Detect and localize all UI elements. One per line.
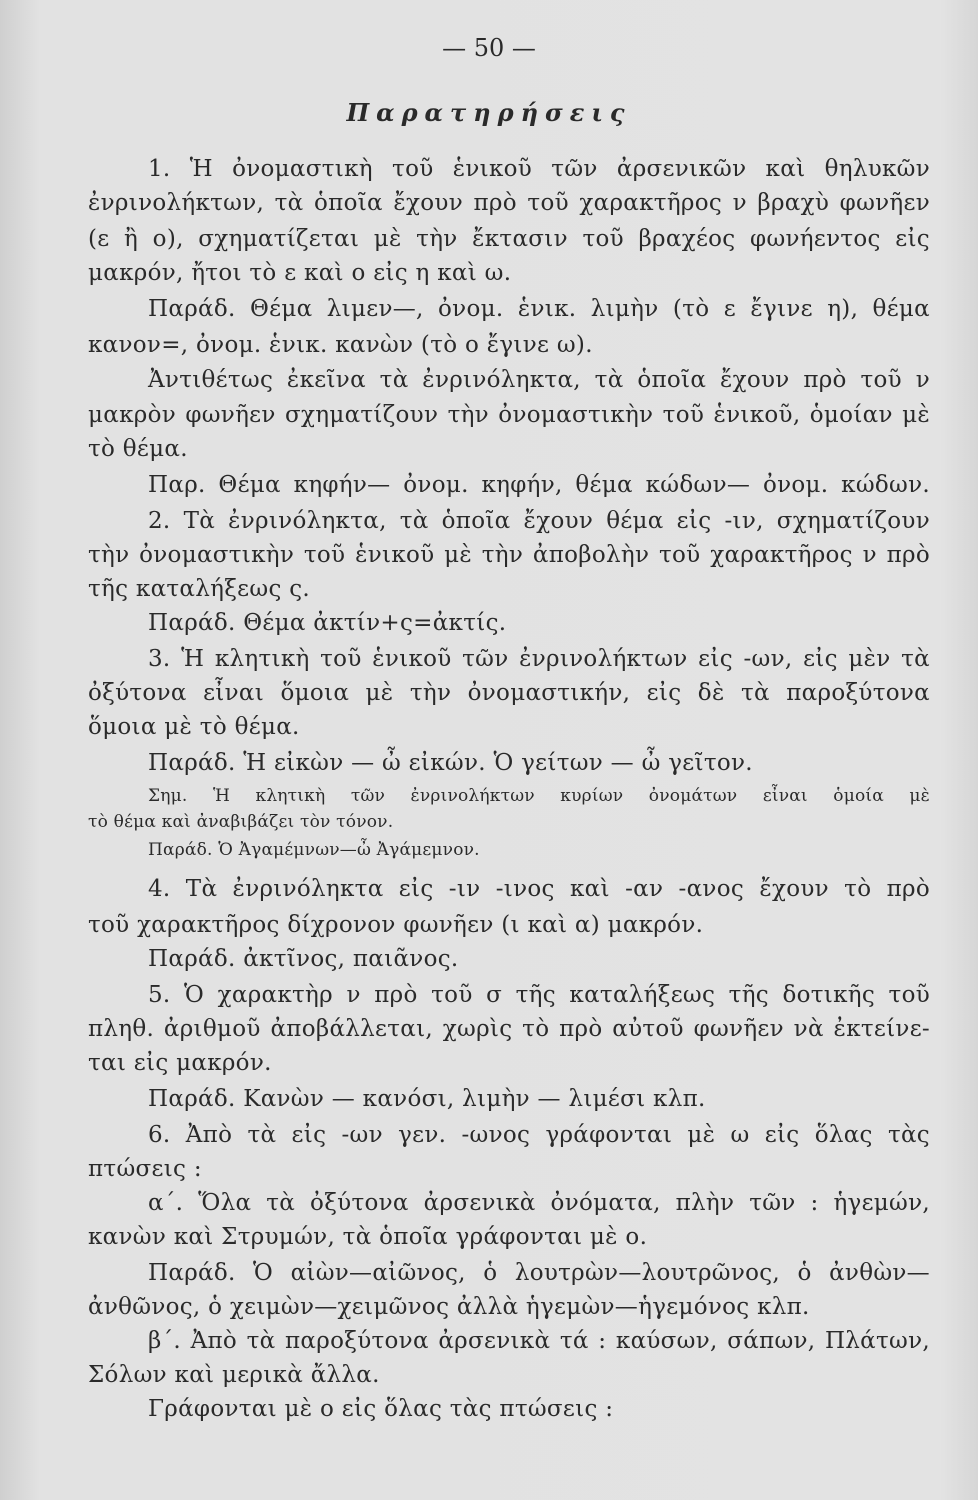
- text-line: ὀξύτονα εἶναι ὅμοια μὲ τὴν ὀνομαστικήν, εἰς δὲ τὰ παροξύτονα: [88, 680, 930, 706]
- text-line: Παράδ. Κανὼν — κανόσι, λιμὴν — λιμέσι κλπ.: [148, 1086, 706, 1112]
- text-line: ἀνθῶνος, ὁ χειμὼν—χειμῶνος ἀλλὰ ἡγεμὼν—ἡγεμόνος κλπ.: [88, 1294, 810, 1320]
- text-line: τοῦ χαρακτῆρος δίχρονον φωνῆεν (ι καὶ α) μακρόν.: [88, 912, 704, 938]
- note-line: Παράδ. Ὁ Ἀγαμέμνων—ὦ Ἀγάμεμνον.: [148, 840, 480, 860]
- text-line: ται εἰς μακρόν.: [88, 1050, 272, 1076]
- text-line: 2. Τὰ ἐνρινόληκτα, τὰ ὁποῖα ἔχουν θέμα εἰς -ιν, σχηματίζουν: [148, 508, 930, 534]
- text-line: Ἀντιθέτως ἐκεῖνα τὰ ἐνρινόληκτα, τὰ ὁποῖα ἔχουν πρὸ τοῦ ν: [148, 367, 930, 393]
- text-line: ἐνρινολήκτων, τὰ ὁποῖα ἔχουν πρὸ τοῦ χαρακτῆρος ν βραχὺ φωνῆεν: [88, 190, 930, 216]
- text-line: Παρ. Θέμα κηφήν— ὀνομ. κηφήν, θέμα κώδων— ὀνομ. κώδων.: [148, 472, 930, 498]
- text-line: πτώσεις :: [88, 1156, 202, 1182]
- text-line: Παράδ. ἀκτῖνος, παιᾶνος.: [148, 946, 459, 972]
- text-line: μακρόν, ἤτοι τὸ ε καὶ ο εἰς η καὶ ω.: [88, 260, 512, 286]
- note-line: τὸ θέμα καὶ ἀναβιβάζει τὸν τόνον.: [88, 812, 394, 832]
- text-line: 6. Ἀπὸ τὰ εἰς -ων γεν. -ωνος γράφονται μὲ ω εἰς ὅλας τὰς: [148, 1122, 930, 1148]
- text-line: ὅμοια μὲ τὸ θέμα.: [88, 714, 300, 740]
- text-line: τὴν ὀνομαστικὴν τοῦ ἑνικοῦ μὲ τὴν ἀποβολὴν τοῦ χαρακτῆρος ν πρὸ: [88, 542, 930, 568]
- text-line: Παράδ. Ὁ αἰὼν—αἰῶνος, ὁ λουτρὼν—λουτρῶνος, ὁ ἀνθὼν—: [148, 1260, 930, 1286]
- text-line: Γράφονται μὲ ο εἰς ὅλας τὰς πτώσεις :: [148, 1396, 614, 1422]
- text-line: (ε ἢ ο), σχηματίζεται μὲ τὴν ἔκτασιν τοῦ βραχέος φωνήεντος εἰς: [88, 226, 930, 252]
- text-line: πληθ. ἀριθμοῦ ἀποβάλλεται, χωρὶς τὸ πρὸ αὐτοῦ φωνῆεν νὰ ἐκτείνε-: [88, 1016, 930, 1042]
- page-number: — 50 —: [442, 34, 536, 62]
- text-line: Παράδ. Θέμα λιμεν—, ὀνομ. ἑνικ. λιμὴν (τὸ ε ἔγινε η), θέμα: [148, 296, 930, 322]
- text-line: 4. Τὰ ἐνρινόληκτα εἰς -ιν -ινος καὶ -αν -ανος ἔχουν τὸ πρὸ: [148, 876, 930, 902]
- text-line: Σόλων καὶ μερικὰ ἄλλα.: [88, 1362, 380, 1388]
- text-line: μακρὸν φωνῆεν σχηματίζουν τὴν ὀνομαστικὴν τοῦ ἑνικοῦ, ὁμοίαν μὲ: [88, 402, 930, 428]
- text-line: κανον=, ὀνομ. ἑνικ. κανὼν (τὸ ο ἔγινε ω).: [88, 332, 593, 358]
- text-line: 5. Ὁ χαρακτὴρ ν πρὸ τοῦ σ τῆς καταλήξεως τῆς δοτικῆς τοῦ: [148, 982, 930, 1008]
- text-line: τὸ θέμα.: [88, 436, 188, 462]
- text-line: β΄. Ἀπὸ τὰ παροξύτονα ἀρσενικὰ τά : καύσων, σάπων, Πλάτων,: [148, 1328, 930, 1354]
- text-line: Παράδ. Ἡ εἰκὼν — ὦ εἰκών. Ὁ γείτων — ὦ γεῖτον.: [148, 750, 753, 776]
- text-line: 3. Ἡ κλητικὴ τοῦ ἑνικοῦ τῶν ἐνρινολήκτων εἰς -ων, εἰς μὲν τὰ: [148, 646, 930, 672]
- text-line: 1. Ἡ ὀνομαστικὴ τοῦ ἑνικοῦ τῶν ἀρσενικῶν καὶ θηλυκῶν: [148, 156, 930, 182]
- text-line: α΄. Ὅλα τὰ ὀξύτονα ἀρσενικὰ ὀνόματα, πλὴν τῶν : ἡγεμών,: [148, 1190, 930, 1216]
- text-line: Παράδ. Θέμα ἀκτίν+ς=ἀκτίς.: [148, 610, 507, 636]
- text-line: κανὼν καὶ Στρυμών, τὰ ὁποῖα γράφονται μὲ ο.: [88, 1224, 648, 1250]
- text-line: τῆς καταλήξεως ς.: [88, 576, 311, 602]
- note-line: Σημ. Ἡ κλητικὴ τῶν ἐνρινολήκτων κυρίων ὀνομάτων εἶναι ὁμοία μὲ: [148, 786, 930, 806]
- section-title: Παρατηρήσεις: [346, 98, 632, 127]
